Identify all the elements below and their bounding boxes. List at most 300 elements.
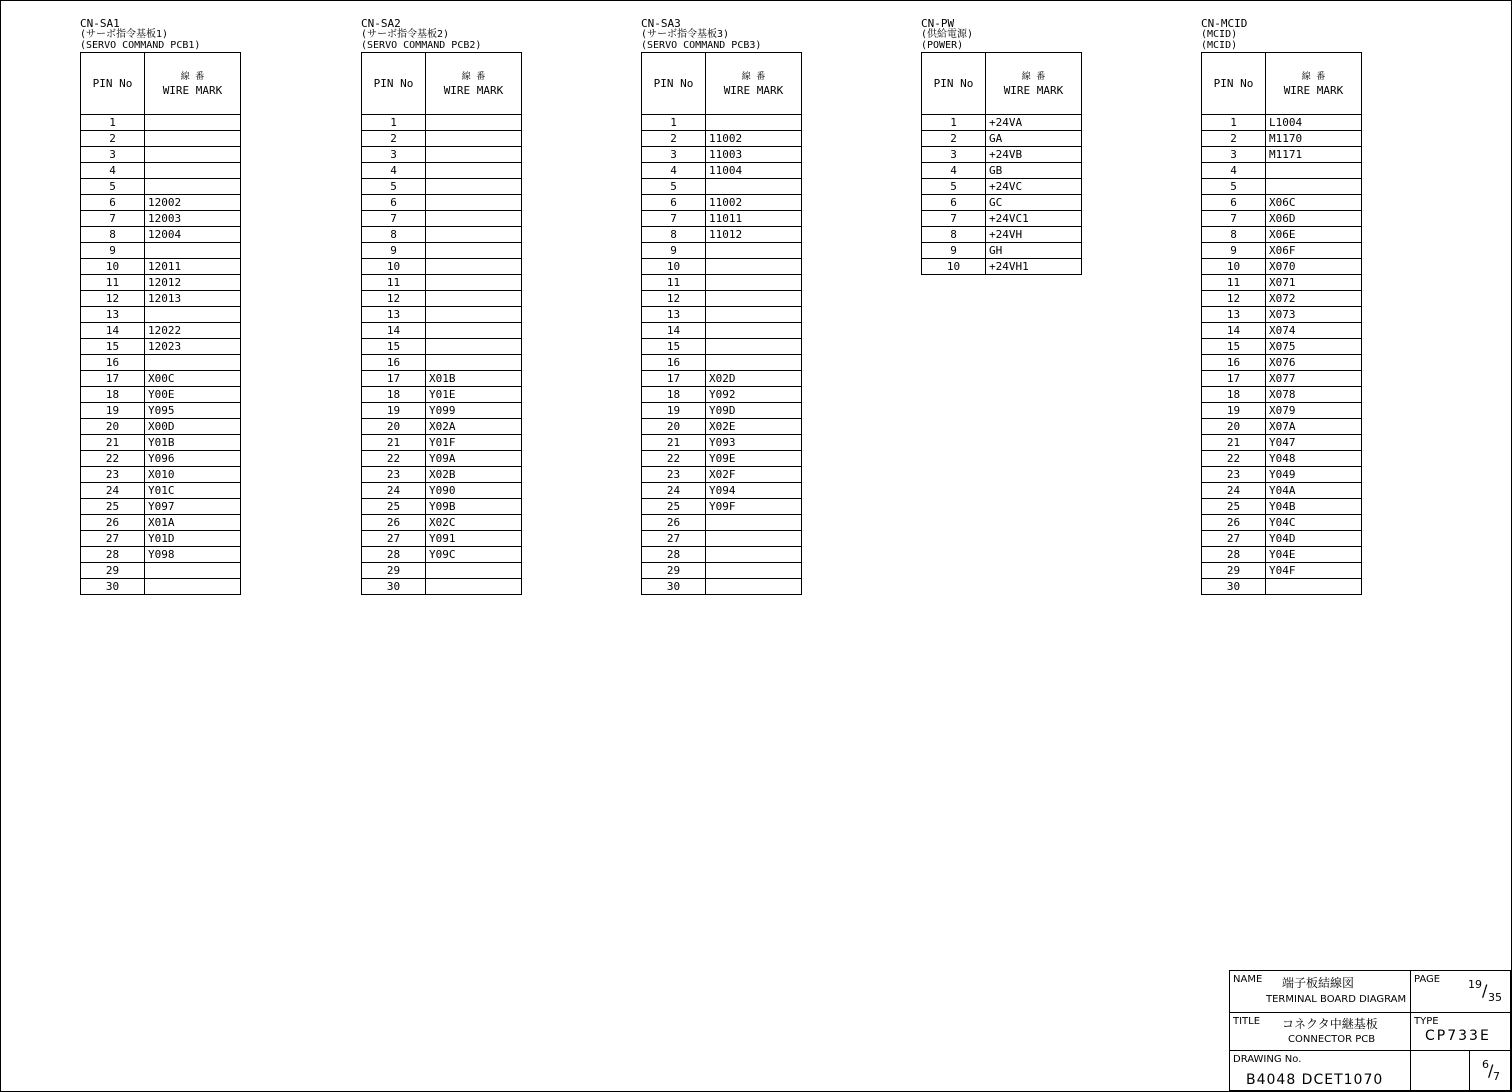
- table-row: [1202, 131, 1362, 147]
- pin-number: 15: [362, 339, 426, 355]
- wire-mark: 11012: [706, 227, 802, 243]
- table-row: [642, 435, 802, 451]
- table-row: [362, 259, 522, 275]
- pin-number: 24: [362, 483, 426, 499]
- table-row: [1202, 403, 1362, 419]
- table-row: [1202, 243, 1362, 259]
- table-row: [1202, 291, 1362, 307]
- wire-mark: [706, 339, 802, 355]
- pin-number: 14: [81, 323, 145, 339]
- wire-mark: X02B: [426, 467, 522, 483]
- table-row: [1202, 371, 1362, 387]
- table-row: [81, 179, 241, 195]
- wire-mark: Y09F: [706, 499, 802, 515]
- wire-mark: X02D: [706, 371, 802, 387]
- table-row: [1202, 179, 1362, 195]
- table-row: [81, 435, 241, 451]
- table-row: [81, 563, 241, 579]
- wire-mark: [706, 547, 802, 563]
- wire-mark: [145, 147, 241, 163]
- wire-mark: [145, 579, 241, 595]
- pin-table: [641, 52, 802, 595]
- wire-mark: 11002: [706, 195, 802, 211]
- pin-table: [1201, 52, 1362, 595]
- connector-subtitle-jp: (供給電源): [921, 29, 974, 40]
- wire-mark: X073: [1266, 307, 1362, 323]
- wire-mark: X077: [1266, 371, 1362, 387]
- wire-mark: X00D: [145, 419, 241, 435]
- connector-name: CN-SA1: [80, 17, 120, 30]
- wire-mark: [145, 563, 241, 579]
- pin-number: 5: [922, 179, 986, 195]
- wire-mark: Y09C: [426, 547, 522, 563]
- pin-number: 25: [362, 499, 426, 515]
- page-number: 19: [1468, 978, 1482, 991]
- wire-mark: [145, 243, 241, 259]
- pin-number: 9: [922, 243, 986, 259]
- pin-no-header: PIN No: [362, 53, 426, 115]
- table-row: [642, 371, 802, 387]
- wire-mark-header: [706, 53, 802, 115]
- wire-mark: [706, 323, 802, 339]
- pin-number: 26: [642, 515, 706, 531]
- wire-mark: X074: [1266, 323, 1362, 339]
- table-row: [81, 371, 241, 387]
- pin-number: 21: [642, 435, 706, 451]
- table-row: [81, 323, 241, 339]
- wire-mark: [145, 179, 241, 195]
- sheet-total: 7: [1493, 1070, 1500, 1083]
- pin-no-header: PIN No: [1202, 53, 1266, 115]
- wire-mark-header-en: WIRE MARK: [443, 83, 504, 97]
- connector-heading: [641, 18, 802, 51]
- table-row: [362, 115, 522, 131]
- wire-mark-header-jp: 線 番: [1021, 71, 1046, 82]
- pin-number: 1: [922, 115, 986, 131]
- wire-mark: [706, 259, 802, 275]
- wire-mark: 12022: [145, 323, 241, 339]
- pin-no-header: PIN No: [922, 53, 986, 115]
- connector-heading: [361, 18, 522, 51]
- pin-number: 4: [1202, 163, 1266, 179]
- wire-mark: Y01D: [145, 531, 241, 547]
- table-row: [642, 355, 802, 371]
- wire-mark: [145, 307, 241, 323]
- title-block: [1229, 970, 1511, 1091]
- wire-mark: Y095: [145, 403, 241, 419]
- table-row: [922, 163, 1082, 179]
- table-row: [1202, 115, 1362, 131]
- connector-subtitle-en: (SERVO COMMAND PCB1): [80, 40, 201, 51]
- pin-number: 18: [1202, 387, 1266, 403]
- pin-number: 6: [1202, 195, 1266, 211]
- table-row: [922, 179, 1082, 195]
- table-row: [1202, 355, 1362, 371]
- pin-number: 21: [1202, 435, 1266, 451]
- pin-number: 3: [642, 147, 706, 163]
- wire-mark: Y04E: [1266, 547, 1362, 563]
- pin-number: 6: [642, 195, 706, 211]
- pin-number: 17: [642, 371, 706, 387]
- pin-number: 20: [1202, 419, 1266, 435]
- wire-mark: Y00E: [145, 387, 241, 403]
- drawing-label: DRAWING No.: [1233, 1054, 1302, 1065]
- wire-mark: [145, 131, 241, 147]
- table-row: [1202, 259, 1362, 275]
- wire-mark: Y047: [1266, 435, 1362, 451]
- pin-number: 5: [642, 179, 706, 195]
- wire-mark-header-jp: 線 番: [1301, 71, 1326, 82]
- table-row: [922, 131, 1082, 147]
- wire-mark-header: [426, 53, 522, 115]
- sheet-number: 6: [1482, 1058, 1489, 1071]
- pin-number: 2: [922, 131, 986, 147]
- wire-mark: Y04C: [1266, 515, 1362, 531]
- table-row: [81, 131, 241, 147]
- wire-mark: [426, 163, 522, 179]
- table-row: [362, 291, 522, 307]
- table-row: [642, 147, 802, 163]
- wire-mark: [426, 579, 522, 595]
- pin-number: 10: [362, 259, 426, 275]
- wire-mark-header-jp: 線 番: [461, 71, 486, 82]
- table-row: [81, 419, 241, 435]
- wire-mark-header: [1266, 53, 1362, 115]
- connector-name: CN-PW: [921, 17, 955, 30]
- wire-mark: GC: [986, 195, 1082, 211]
- table-row: [81, 307, 241, 323]
- pin-number: 4: [362, 163, 426, 179]
- pin-number: 30: [362, 579, 426, 595]
- table-row: [922, 259, 1082, 275]
- pin-number: 7: [642, 211, 706, 227]
- table-row: [362, 403, 522, 419]
- table-row: [1202, 195, 1362, 211]
- wire-mark: [706, 355, 802, 371]
- wire-mark: [426, 307, 522, 323]
- pin-number: 16: [362, 355, 426, 371]
- wire-mark: X010: [145, 467, 241, 483]
- pin-number: 27: [1202, 531, 1266, 547]
- pin-number: 12: [1202, 291, 1266, 307]
- wire-mark: Y09D: [706, 403, 802, 419]
- wire-mark: X02A: [426, 419, 522, 435]
- connector-cn-pw: [921, 18, 1082, 275]
- connector-heading: [1201, 18, 1362, 51]
- pin-number: 28: [642, 547, 706, 563]
- drawing-number: B4048 DCET1070: [1246, 1072, 1384, 1088]
- pin-number: 12: [642, 291, 706, 307]
- table-row: [922, 243, 1082, 259]
- pin-number: 11: [642, 275, 706, 291]
- wire-mark: [706, 275, 802, 291]
- wire-mark: +24VH1: [986, 259, 1082, 275]
- pin-number: 9: [81, 243, 145, 259]
- name-en: TERMINAL BOARD DIAGRAM: [1266, 994, 1407, 1005]
- pin-number: 4: [642, 163, 706, 179]
- wire-mark: L1004: [1266, 115, 1362, 131]
- wire-mark: X071: [1266, 275, 1362, 291]
- title-cell: [1230, 1013, 1411, 1051]
- wire-mark: [1266, 579, 1362, 595]
- table-row: [81, 579, 241, 595]
- table-row: [81, 531, 241, 547]
- connector-cn-sa1: [80, 18, 241, 595]
- table-row: [642, 515, 802, 531]
- wire-mark: +24VC: [986, 179, 1082, 195]
- pin-number: 15: [1202, 339, 1266, 355]
- table-row: [1202, 387, 1362, 403]
- name-label: NAME: [1233, 974, 1263, 985]
- wire-mark: Y01B: [145, 435, 241, 451]
- table-row: [1202, 579, 1362, 595]
- table-row: [642, 227, 802, 243]
- table-row: [362, 243, 522, 259]
- table-row: [362, 531, 522, 547]
- table-row: [1202, 499, 1362, 515]
- table-row: [1202, 307, 1362, 323]
- page-slash: /: [1482, 981, 1488, 1000]
- pin-number: 5: [362, 179, 426, 195]
- table-row: [642, 243, 802, 259]
- connector-subtitle-jp: (サーボ指令基板2): [361, 29, 450, 40]
- pin-table: [80, 52, 241, 595]
- pin-number: 11: [362, 275, 426, 291]
- type-label: TYPE: [1414, 1016, 1439, 1027]
- table-row: [642, 115, 802, 131]
- wire-mark: GA: [986, 131, 1082, 147]
- page-total: 35: [1488, 991, 1502, 1004]
- pin-number: 23: [81, 467, 145, 483]
- table-row: [362, 355, 522, 371]
- wire-mark: 11004: [706, 163, 802, 179]
- table-row: [362, 307, 522, 323]
- pin-number: 10: [922, 259, 986, 275]
- pin-number: 12: [81, 291, 145, 307]
- table-row: [642, 291, 802, 307]
- wire-mark: [706, 563, 802, 579]
- wire-mark-header-jp: 線 番: [741, 71, 766, 82]
- pin-number: 10: [642, 259, 706, 275]
- page-label: PAGE: [1414, 974, 1441, 985]
- pin-number: 22: [1202, 451, 1266, 467]
- wire-mark: [145, 115, 241, 131]
- wire-mark: 11003: [706, 147, 802, 163]
- type-cell: [1411, 1013, 1511, 1051]
- table-row: [362, 483, 522, 499]
- pin-number: 13: [642, 307, 706, 323]
- wire-mark: [426, 291, 522, 307]
- pin-number: 16: [81, 355, 145, 371]
- table-row: [81, 339, 241, 355]
- pin-number: 9: [642, 243, 706, 259]
- pin-number: 17: [362, 371, 426, 387]
- pin-number: 19: [642, 403, 706, 419]
- pin-number: 29: [1202, 563, 1266, 579]
- pin-number: 2: [642, 131, 706, 147]
- pin-number: 3: [362, 147, 426, 163]
- table-row: [1202, 339, 1362, 355]
- pin-number: 27: [362, 531, 426, 547]
- pin-number: 16: [642, 355, 706, 371]
- table-row: [81, 403, 241, 419]
- pin-number: 3: [922, 147, 986, 163]
- table-row: [642, 195, 802, 211]
- pin-number: 26: [1202, 515, 1266, 531]
- wire-mark: Y048: [1266, 451, 1362, 467]
- table-row: [1202, 163, 1362, 179]
- wire-mark: [426, 339, 522, 355]
- table-row: [362, 339, 522, 355]
- table-row: [1202, 531, 1362, 547]
- wire-mark-header-jp: 線 番: [180, 71, 205, 82]
- pin-number: 14: [1202, 323, 1266, 339]
- pin-number: 18: [362, 387, 426, 403]
- wire-mark: 12002: [145, 195, 241, 211]
- table-row: [642, 275, 802, 291]
- pin-number: 1: [1202, 115, 1266, 131]
- pin-number: 9: [1202, 243, 1266, 259]
- wire-mark: 11011: [706, 211, 802, 227]
- pin-number: 13: [362, 307, 426, 323]
- wire-mark: Y049: [1266, 467, 1362, 483]
- table-row: [362, 419, 522, 435]
- wire-mark: 11002: [706, 131, 802, 147]
- table-row: [1202, 547, 1362, 563]
- pin-number: 1: [362, 115, 426, 131]
- table-row: [1202, 419, 1362, 435]
- table-row: [642, 387, 802, 403]
- pin-number: 28: [1202, 547, 1266, 563]
- table-row: [81, 163, 241, 179]
- title-jp: コネクタ中継基板: [1282, 1017, 1378, 1031]
- connector-heading: [80, 18, 241, 51]
- table-row: [1202, 435, 1362, 451]
- wire-mark: Y01F: [426, 435, 522, 451]
- pin-number: 11: [1202, 275, 1266, 291]
- wire-mark: [706, 515, 802, 531]
- table-row: [642, 307, 802, 323]
- wire-mark: Y092: [706, 387, 802, 403]
- table-row: [362, 515, 522, 531]
- blank-cell: [1411, 1051, 1470, 1091]
- table-row: [922, 147, 1082, 163]
- pin-number: 14: [362, 323, 426, 339]
- wire-mark: Y091: [426, 531, 522, 547]
- table-row: [362, 323, 522, 339]
- pin-no-header: PIN No: [81, 53, 145, 115]
- pin-number: 24: [642, 483, 706, 499]
- connector-subtitle-en: (MCID): [1201, 40, 1238, 51]
- connector-name: CN-MCID: [1201, 17, 1248, 30]
- table-header-row: [642, 53, 802, 115]
- table-row: [362, 179, 522, 195]
- wire-mark: +24VB: [986, 147, 1082, 163]
- pin-number: 6: [362, 195, 426, 211]
- table-header-row: [922, 53, 1082, 115]
- pin-number: 19: [81, 403, 145, 419]
- wire-mark: Y04D: [1266, 531, 1362, 547]
- pin-number: 22: [362, 451, 426, 467]
- wire-mark: [426, 259, 522, 275]
- wire-mark-header-en: WIRE MARK: [1283, 83, 1344, 97]
- wire-mark: X01B: [426, 371, 522, 387]
- connector-cn-sa3: [641, 18, 802, 595]
- pin-number: 17: [81, 371, 145, 387]
- table-row: [81, 275, 241, 291]
- pin-number: 1: [81, 115, 145, 131]
- pin-number: 22: [81, 451, 145, 467]
- wire-mark: [1266, 163, 1362, 179]
- wire-mark: [706, 291, 802, 307]
- pin-number: 19: [1202, 403, 1266, 419]
- table-row: [362, 547, 522, 563]
- pin-number: 4: [922, 163, 986, 179]
- pin-number: 17: [1202, 371, 1266, 387]
- wire-mark: Y01E: [426, 387, 522, 403]
- wire-mark-header-en: WIRE MARK: [723, 83, 784, 97]
- connector-subtitle-jp: (サーボ指令基板3): [641, 29, 730, 40]
- wire-mark: Y04B: [1266, 499, 1362, 515]
- table-row: [1202, 467, 1362, 483]
- wire-mark: [706, 531, 802, 547]
- table-row: [642, 419, 802, 435]
- wire-mark: [426, 147, 522, 163]
- wire-mark: Y04A: [1266, 483, 1362, 499]
- wire-mark: X07A: [1266, 419, 1362, 435]
- table-row: [642, 483, 802, 499]
- pin-number: 7: [81, 211, 145, 227]
- wire-mark-header: [145, 53, 241, 115]
- pin-number: 12: [362, 291, 426, 307]
- table-row: [362, 579, 522, 595]
- table-row: [642, 579, 802, 595]
- table-row: [81, 147, 241, 163]
- table-row: [362, 211, 522, 227]
- wire-mark: 12023: [145, 339, 241, 355]
- pin-number: 27: [81, 531, 145, 547]
- pin-number: 2: [81, 131, 145, 147]
- wire-mark: [706, 179, 802, 195]
- pin-number: 30: [81, 579, 145, 595]
- pin-number: 8: [642, 227, 706, 243]
- table-row: [81, 515, 241, 531]
- pin-number: 9: [362, 243, 426, 259]
- pin-number: 15: [81, 339, 145, 355]
- connector-name: CN-SA2: [361, 17, 401, 30]
- pin-number: 6: [922, 195, 986, 211]
- pin-number: 27: [642, 531, 706, 547]
- connector-cn-mcid: [1201, 18, 1362, 595]
- pin-number: 25: [1202, 499, 1266, 515]
- table-row: [922, 195, 1082, 211]
- wire-mark: X01A: [145, 515, 241, 531]
- name-jp: 端子板結線図: [1282, 976, 1355, 990]
- wire-mark: M1170: [1266, 131, 1362, 147]
- pin-number: 26: [362, 515, 426, 531]
- table-row: [1202, 323, 1362, 339]
- wire-mark: 12013: [145, 291, 241, 307]
- table-row: [642, 179, 802, 195]
- pin-number: 13: [1202, 307, 1266, 323]
- connector-heading: [921, 18, 1082, 51]
- table-row: [81, 355, 241, 371]
- connector-subtitle-jp: (MCID): [1201, 29, 1238, 40]
- pin-number: 28: [362, 547, 426, 563]
- pin-number: 24: [1202, 483, 1266, 499]
- wire-mark: [706, 115, 802, 131]
- table-row: [362, 195, 522, 211]
